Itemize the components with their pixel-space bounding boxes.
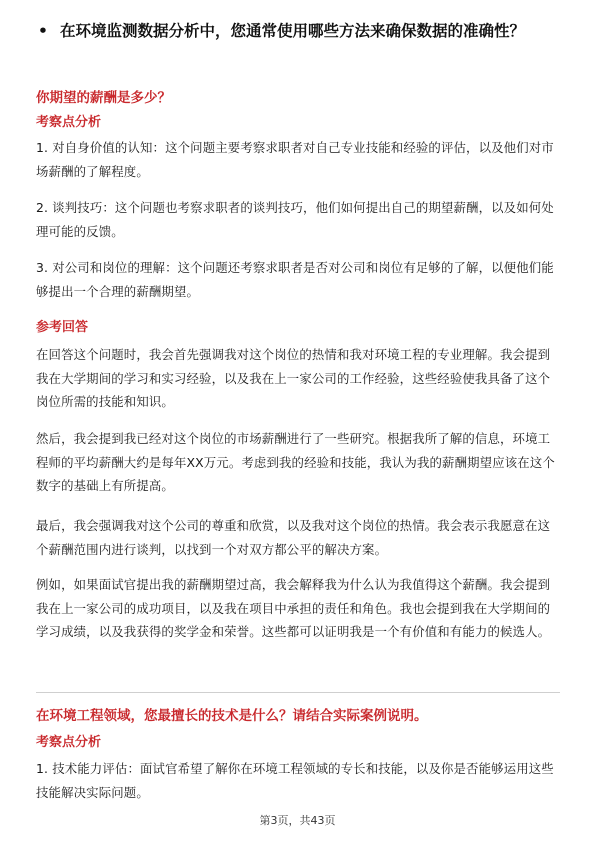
section1-answer-paragraph-4: 例如，如果面试官提出我的薪酬期望过高，我会解释我为什么认为我值得这个薪酬。我会提到我在上一家公司的成功项目，以及我在项目中承担的责任和角色。我也会提到我在大学期间的学习成绩，以及我获得的奖学金和荣誉。这些都可以证明我是一个有价值和有能力的候选人。 [36, 577, 551, 639]
section1-answer-heading: 参考回答 [36, 320, 89, 335]
section1-question: 你期望的薪酬是多少？ [36, 90, 171, 106]
section2-analysis-heading: 考察点分析 [36, 735, 102, 750]
section1-answer-paragraph-2: 然后，我会提到我已经对这个岗位的市场薪酬进行了一些研究。根据我所了解的信息，环境工程师的平均薪酬大约是每年XX万元。考虑到我的经验和技能，我认为我的薪酬期望应该在这个数字的基础上有所提高。 [36, 431, 555, 493]
bullet-dot: • [38, 22, 48, 40]
section1-analysis-heading: 考察点分析 [36, 115, 102, 130]
section-divider [36, 692, 560, 693]
bullet-question-text: 在环境监测数据分析中，您通常使用哪些方法来确保数据的准确性？ [60, 22, 526, 40]
section2-question: 在环境工程领域，您最擅长的技术是什么？请结合实际案例说明。 [36, 708, 428, 724]
section1-analysis-item-3: 3. 对公司和岗位的理解：这个问题还考察求职者是否对公司和岗位有足够的了解，以便他们能够提出一个合理的薪酬期望。 [36, 260, 554, 299]
section1-answer-paragraph-3: 最后，我会强调我对这个公司的尊重和欣赏，以及我对这个岗位的热情。我会表示我愿意在这个薪酬范围内进行谈判，以找到一个对双方都公平的解决方案。 [36, 518, 551, 557]
section1-analysis-item-2: 2. 谈判技巧：这个问题也考察求职者的谈判技巧，他们如何提出自己的期望薪酬，以及如何处理可能的反馈。 [36, 200, 554, 239]
section1-answer-paragraph-1: 在回答这个问题时，我会首先强调我对这个岗位的热情和我对环境工程的专业理解。我会提到我在大学期间的学习和实习经验，以及我在上一家公司的工作经验，这些经验使我具备了这个岗位所需的技能和知识。 [36, 347, 551, 409]
section2-analysis-item-1: 1. 技术能力评估：面试官希望了解你在环境工程领域的专长和技能，以及你是否能够运用这些技能解决实际问题。 [36, 761, 554, 800]
page-number: 第3页，共43页 [259, 814, 336, 827]
section1-analysis-item-1: 1. 对自身价值的认知：这个问题主要考察求职者对自己专业技能和经验的评估，以及他们对市场薪酬的了解程度。 [36, 140, 554, 179]
question-bullet [38, 20, 558, 43]
